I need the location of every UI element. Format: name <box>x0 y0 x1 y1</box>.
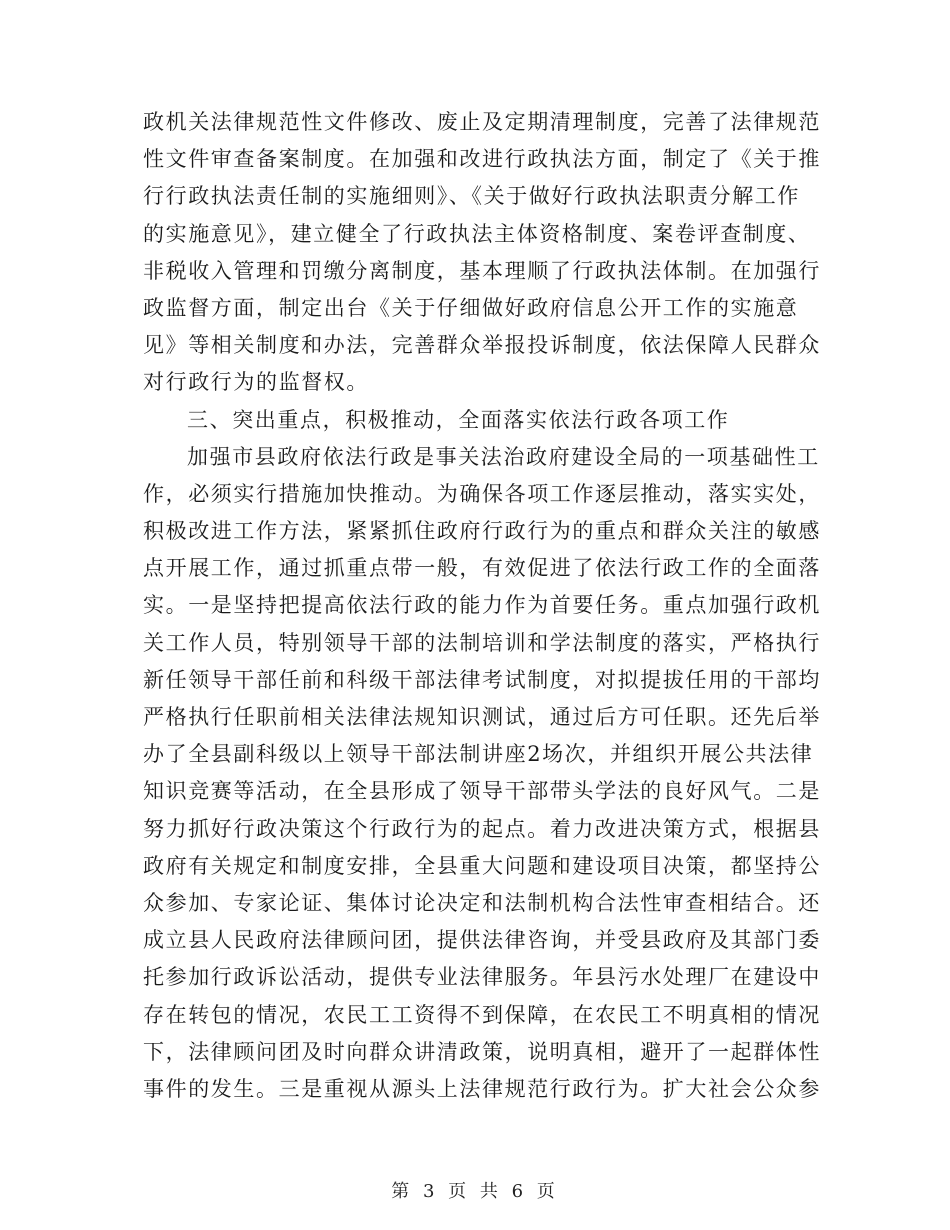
text-line: 努力抓好行政决策这个行政行为的起点。着力改进决策方式，根据县 <box>143 816 821 841</box>
text-line: 众参加、专家论证、集体讨论决定和法制机构合法性审查相结合。还 <box>143 890 821 915</box>
text-line: 作，必须实行措施加快推动。为确保各项工作逐层推动，落实实处， <box>143 481 821 506</box>
text-line: 性文件审查备案制度。在加强和改进行政执法方面，制定了《关于推 <box>143 147 821 172</box>
text-line: 的实施意见》，建立健全了行政执法主体资格制度、案卷评查制度、 <box>143 221 811 246</box>
text-line: 实。一是坚持把提高依法行政的能力作为首要任务。重点加强行政机 <box>143 593 821 618</box>
body-text <box>143 104 821 1108</box>
section-heading: 三、突出重点，积极推动，全面落实依法行政各项工作 <box>187 407 730 432</box>
text-line: 非税收入管理和罚缴分离制度，基本理顺了行政执法体制。在加强行 <box>143 258 821 283</box>
text-line: 点开展工作，通过抓重点带一般，有效促进了依法行政工作的全面落 <box>143 556 821 581</box>
text-line: 下，法律顾问团及时向群众讲清政策，说明真相，避开了一起群体性 <box>143 1039 821 1064</box>
text-line: 积极改进工作方法，紧紧抓住政府行政行为的重点和群众关注的敏感 <box>143 519 821 544</box>
text-line: 知识竞赛等活动，在全县形成了领导干部带头学法的良好风气。二是 <box>143 779 821 804</box>
text-line: 见》等相关制度和办法，完善群众举报投诉制度，依法保障人民群众 <box>143 333 821 358</box>
text-line: 关工作人员，特别领导干部的法制培训和学法制度的落实，严格执行 <box>143 630 821 655</box>
page-footer: 第 3 页 共 6 页 <box>391 1181 559 1202</box>
text-line: 政府有关规定和制度安排，全县重大问题和建设项目决策，都坚持公 <box>143 853 821 878</box>
text-line: 行行政执法责任制的实施细则》、《关于做好行政执法职责分解工作 <box>143 184 800 209</box>
text-line: 加强市县政府依法行政是事关法治政府建设全局的一项基础性工 <box>187 444 820 469</box>
text-line: 政机关法律规范性文件修改、废止及定期清理制度，完善了法律规范 <box>143 110 821 134</box>
text-line: 存在转包的情况，农民工工资得不到保障，在农民工不明真相的情况 <box>143 1002 821 1027</box>
text-line: 托参加行政诉讼活动，提供专业法律服务。年县污水处理厂在建设中 <box>143 965 821 990</box>
text-line: 严格执行任职前相关法律法规知识测试，通过后方可任职。还先后举 <box>143 705 821 729</box>
text-line: 事件的发生。三是重视从源头上法律规范行政行为。扩大社会公众参 <box>143 1076 821 1101</box>
text-line: 政监督方面，制定出台《关于仔细做好政府信息公开工作的实施意 <box>143 295 799 320</box>
text-line: 成立县人民政府法律顾问团，提供法律咨询，并受县政府及其部门委 <box>143 928 821 953</box>
text-line: 办了全县副科级以上领导干部法制讲座2场次，并组织开展公共法律 <box>143 742 814 767</box>
text-line: 对行政行为的监督权。 <box>143 370 369 395</box>
text-line: 新任领导干部任前和科级干部法律考试制度，对拟提拔任用的干部均 <box>143 667 821 692</box>
